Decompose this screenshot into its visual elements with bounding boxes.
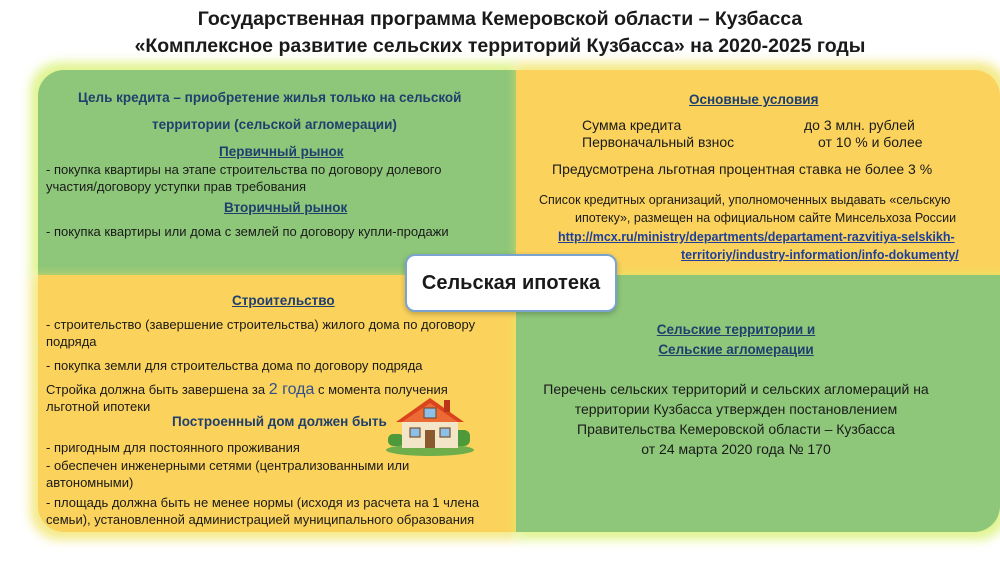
territories-body-line-4: от 24 марта 2020 года № 170 — [641, 441, 831, 457]
secondary-market-line-1: - покупка квартиры или дома с землей по договору купли-продажи — [46, 224, 449, 239]
secondary-market-heading: Вторичный рынок — [224, 200, 348, 215]
ministry-link-line-2[interactable]: territoriy/industry-information/info-dokumenty/ — [681, 248, 959, 262]
down-payment-value: от 10 % и более — [818, 134, 923, 150]
deadline-line-2: льготной ипотеки — [46, 399, 151, 414]
requirement-line-2: - обеспечен инженерными сетями (централизованными или — [46, 458, 410, 473]
requirement-line-3: автономными) — [46, 475, 134, 490]
loan-amount-label: Сумма кредита — [582, 117, 682, 133]
construction-line-1: - строительство (завершение строительства) жилого дома по договору — [46, 317, 476, 332]
lenders-list-line-2: ипотеку», размещен на официальном сайте Минсельхоза России — [575, 211, 957, 225]
requirement-line-4: - площадь должна быть не менее нормы (исходя из расчета на 1 члена — [46, 495, 480, 510]
deadline-value: 2 года — [268, 381, 315, 398]
rural-territories-heading-2: Сельские агломерации — [658, 342, 814, 357]
requirement-line-5: семьи), установленной администрацией муниципального образования — [46, 512, 475, 527]
built-house-heading: Построенный дом должен быть — [172, 414, 387, 429]
rural-territories-heading-1: Сельские территории и — [656, 322, 816, 337]
deadline-post: с момента получения — [314, 382, 448, 397]
construction-line-3: - покупка земли для строительства дома по договору подряда — [46, 358, 423, 373]
construction-heading: Строительство — [232, 293, 335, 308]
title-line-2: «Комплексное развитие сельских территорий Кузбасса» на 2020-2025 годы — [134, 35, 866, 57]
goal-line-2: территории (сельской агломерации) — [152, 117, 397, 132]
rural-mortgage-label: Сельская ипотека — [421, 271, 601, 294]
main-conditions-heading: Основные условия — [689, 92, 819, 107]
ministry-link-line-1[interactable]: http://mcx.ru/ministry/departments/departament-razvitiya-selskikh- — [558, 230, 955, 244]
deadline-pre: Стройка должна быть завершена за — [46, 382, 269, 397]
page-title — [0, 6, 1000, 60]
primary-market-line-2: участия/договору уступки прав требования — [46, 179, 307, 194]
rural-mortgage-badge — [405, 254, 617, 312]
construction-line-2: подряда — [46, 334, 97, 349]
requirement-line-1: - пригодным для постоянного проживания — [46, 440, 300, 455]
title-line-1: Государственная программа Кемеровской области – Кузбасса — [197, 8, 803, 30]
loan-amount-value: до 3 млн. рублей — [804, 117, 915, 133]
goal-line-1: Цель кредита – приобретение жилья только на сельской — [78, 90, 462, 105]
territories-body-line-1: Перечень сельских территорий и сельских агломераций на — [543, 381, 929, 397]
lenders-list-line-1: Список кредитных организаций, уполномоченных выдавать «сельскую — [539, 193, 951, 207]
down-payment-label: Первоначальный взнос — [582, 134, 735, 150]
territories-body-line-2: территории Кузбасса утвержден постановлением — [574, 401, 898, 417]
house-icon — [384, 394, 476, 456]
primary-market-line-1: - покупка квартиры на этапе строительства по договору долевого — [46, 162, 442, 177]
primary-market-heading: Первичный рынок — [219, 144, 344, 159]
territories-body-line-3: Правительства Кемеровской области – Кузбасса — [577, 421, 895, 437]
interest-rate-text: Предусмотрена льготная процентная ставка не более 3 % — [552, 161, 933, 177]
